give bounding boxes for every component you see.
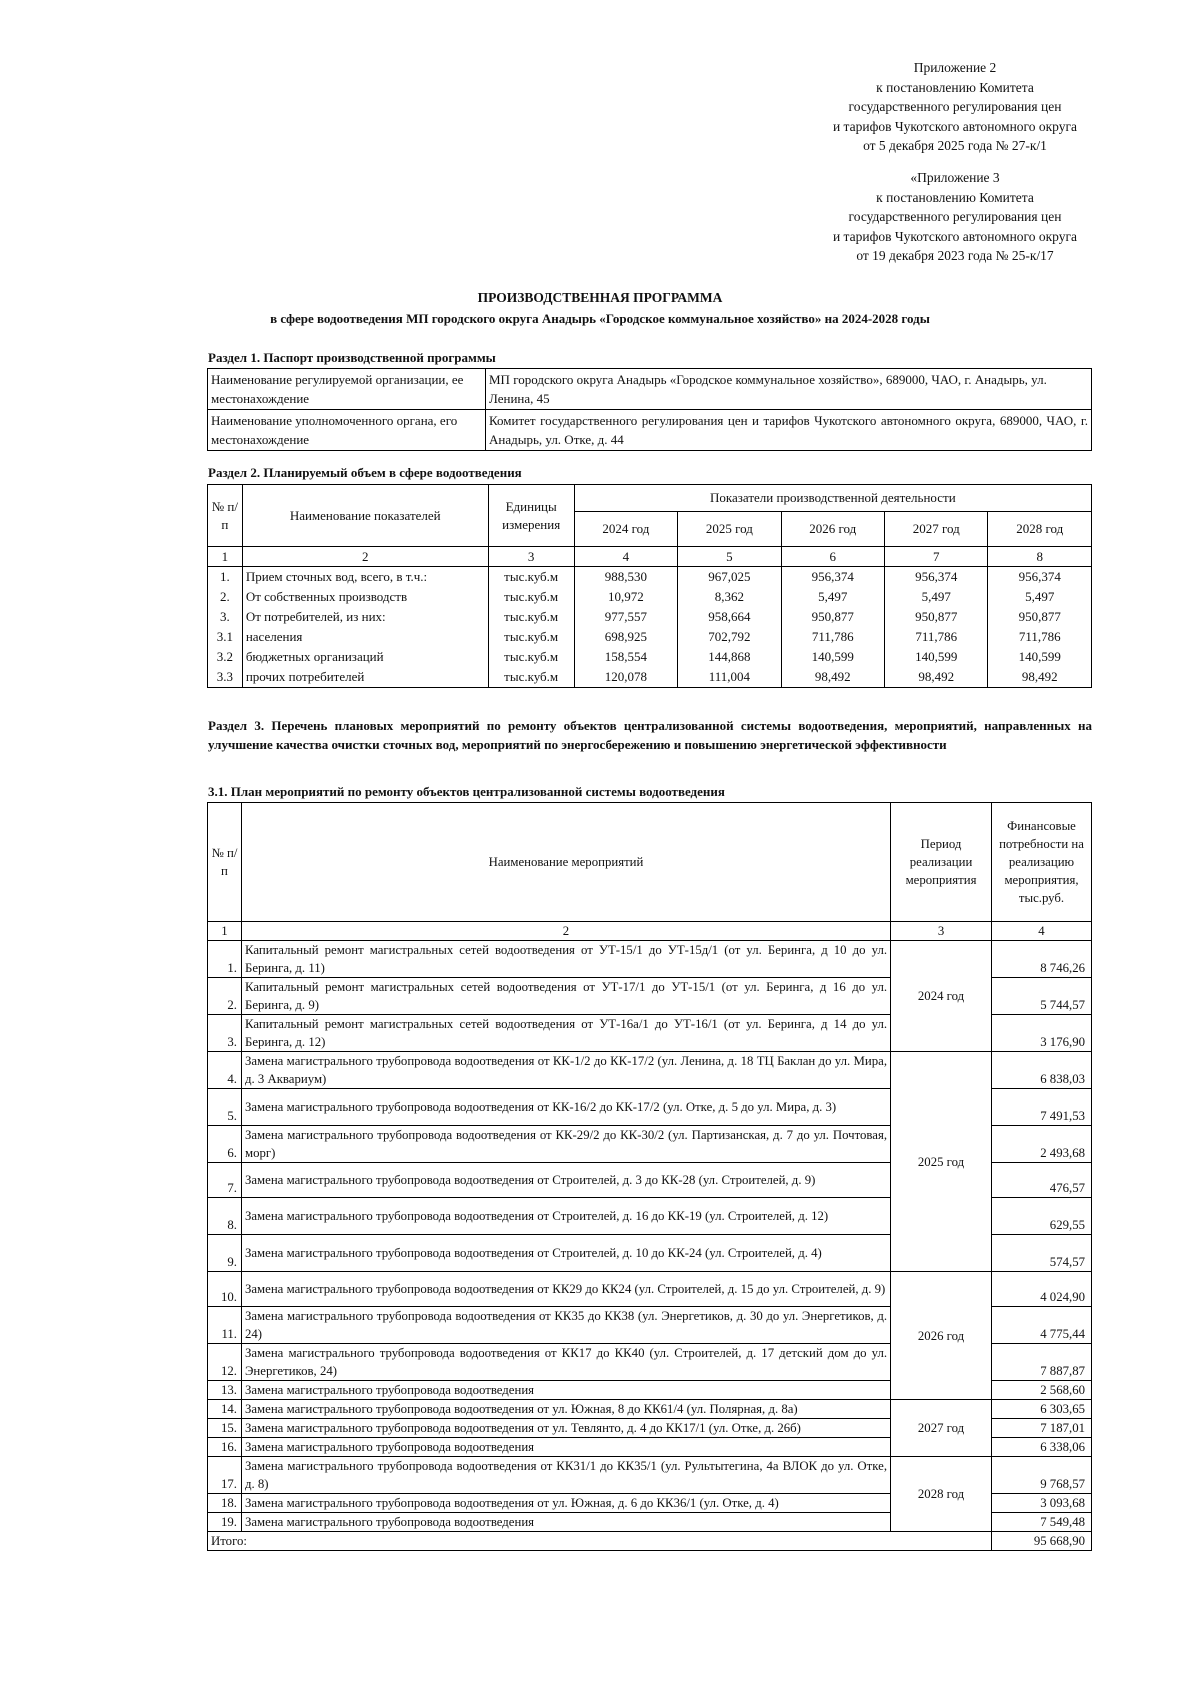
cost-cell: 6 303,65 — [992, 1400, 1092, 1419]
appendix-2-header — [790, 58, 1120, 156]
section-3-1-heading: 3.1. План мероприятий по ремонту объектов централизованной системы водоотведения — [208, 784, 725, 799]
value-cell: 956,374 — [885, 567, 988, 588]
col-index: 2 — [242, 547, 488, 567]
cost-cell: 3 176,90 — [992, 1015, 1092, 1052]
row-num: 5. — [208, 1089, 242, 1126]
measure-name: Капитальный ремонт магистральных сетей водоотведения от УТ-17/1 до УТ-15/1 (от ул. Беринга, д 16 до ул. Беринга, д. 9) — [241, 978, 890, 1015]
appendix-line: государственного регулирования цен — [848, 99, 1062, 114]
total-row — [208, 1532, 1092, 1551]
col-index: 4 — [992, 922, 1092, 941]
value-cell: 8,362 — [678, 587, 781, 607]
col-num-header: № п/п — [208, 485, 243, 547]
col-index: 4 — [574, 547, 677, 567]
value-cell: 144,868 — [678, 647, 781, 667]
cost-cell: 629,55 — [992, 1198, 1092, 1235]
row-num: 3.3 — [208, 667, 243, 688]
measure-name: Замена магистрального трубопровода водоотведения — [241, 1381, 890, 1400]
appendix-line: от 5 декабря 2025 года № 27-к/1 — [863, 138, 1047, 153]
measure-name: Замена магистрального трубопровода водоотведения от КК-29/2 до КК-30/2 (ул. Партизанская, д. 7 до ул. Почтовая, морг) — [241, 1126, 890, 1163]
value-cell: 140,599 — [781, 647, 884, 667]
document-title: ПРОИЗВОДСТВЕННАЯ ПРОГРАММА — [477, 290, 723, 305]
row-num: 9. — [208, 1235, 242, 1272]
volume-row — [208, 647, 1092, 667]
cost-cell: 8 746,26 — [992, 941, 1092, 978]
unit-cell: тыс.куб.м — [488, 647, 574, 667]
appendix-line: Приложение 2 — [913, 60, 997, 75]
indicator-name: Прием сточных вод, всего, в т.ч.: — [242, 567, 488, 588]
year-header: 2026 год — [781, 512, 884, 547]
row-num: 18. — [208, 1494, 242, 1513]
measure-name: Замена магистрального трубопровода водоотведения от ул. Южная, д. 6 до КК36/1 (ул. Отке, д. 4) — [241, 1494, 890, 1513]
measure-name: Замена магистрального трубопровода водоотведения — [241, 1513, 890, 1532]
measure-name: Капитальный ремонт магистральных сетей водоотведения от УТ-16а/1 до УТ-16/1 (от ул. Беринга, д 14 до ул. Беринга, д. 12) — [241, 1015, 890, 1052]
row-num: 2. — [208, 978, 242, 1015]
col-cost-header: Финансовые потребности на реализацию мероприятия, тыс.руб. — [992, 803, 1092, 922]
indicator-name: бюджетных организаций — [242, 647, 488, 667]
row-num: 10. — [208, 1272, 242, 1307]
row-num: 7. — [208, 1163, 242, 1198]
section-3-heading: Раздел 3. Перечень плановых мероприятий по ремонту объектов централизованной системы водоотведения, мероприятий, направленных на улучшение качества очистки сточных вод, мероприятий по энергосбережению и повышению энергетической эффективности — [208, 718, 1092, 752]
value-cell: 958,664 — [678, 607, 781, 627]
value-cell: 950,877 — [781, 607, 884, 627]
value-cell: 98,492 — [988, 667, 1092, 688]
measure-name: Замена магистрального трубопровода водоотведения от КК29 до КК24 (ул. Строителей, д. 15 до ул. Строителей, д. 9) — [241, 1272, 890, 1307]
unit-cell: тыс.куб.м — [488, 607, 574, 627]
measure-row — [208, 941, 1092, 978]
indicator-name: От потребителей, из них: — [242, 607, 488, 627]
value-cell: 711,786 — [988, 627, 1092, 647]
volume-row — [208, 607, 1092, 627]
document-subtitle: в сфере водоотведения МП городского округа Анадырь «Городское коммунальное хозяйство» на 2024-2028 годы — [270, 311, 930, 326]
unit-cell: тыс.куб.м — [488, 667, 574, 688]
appendix-line: от 19 декабря 2023 года № 25-к/17 — [856, 248, 1054, 263]
appendix-line: «Приложение 3 — [910, 170, 1000, 185]
cost-cell: 4 024,90 — [992, 1272, 1092, 1307]
section-1-heading: Раздел 1. Паспорт производственной программы — [208, 350, 496, 365]
period-cell: 2026 год — [891, 1272, 992, 1400]
col-index: 1 — [208, 547, 243, 567]
year-header: 2028 год — [988, 512, 1092, 547]
col-index: 5 — [678, 547, 781, 567]
indicator-name: населения — [242, 627, 488, 647]
value-cell: 698,925 — [574, 627, 677, 647]
row-num: 4. — [208, 1052, 242, 1089]
row-num: 3. — [208, 1015, 242, 1052]
measure-name: Замена магистрального трубопровода водоотведения от ул. Южная, 8 до КК61/4 (ул. Полярная, д. 8а) — [241, 1400, 890, 1419]
appendix-line: и тарифов Чукотского автономного округа — [832, 118, 1078, 134]
row-num: 3.2 — [208, 647, 243, 667]
volume-row — [208, 587, 1092, 607]
value-cell: 140,599 — [988, 647, 1092, 667]
col-period-header: Период реализации мероприятия — [891, 803, 992, 922]
passport-label: Наименование уполномоченного органа, его местонахождение — [208, 410, 486, 451]
value-cell: 988,530 — [574, 567, 677, 588]
volume-row — [208, 667, 1092, 688]
value-cell: 956,374 — [781, 567, 884, 588]
measure-name: Замена магистрального трубопровода водоотведения от КК35 до КК38 (ул. Энергетиков, д. 30 до ул. Энергетиков, д. 24) — [241, 1307, 890, 1344]
value-cell: 111,004 — [678, 667, 781, 688]
col-unit-header: Единицы измерения — [488, 485, 574, 547]
value-cell: 10,972 — [574, 587, 677, 607]
col-group-header: Показатели производственной деятельности — [574, 485, 1091, 512]
passport-row — [208, 410, 1092, 451]
measure-row — [208, 1457, 1092, 1494]
row-num: 2. — [208, 587, 243, 607]
row-num: 14. — [208, 1400, 242, 1419]
row-num: 16. — [208, 1438, 242, 1457]
passport-label: Наименование регулируемой организации, ее местонахождение — [208, 369, 486, 410]
appendix-line: к постановлению Комитета — [876, 79, 1034, 95]
row-num: 3.1 — [208, 627, 243, 647]
section-2-heading: Раздел 2. Планируемый объем в сфере водоотведения — [208, 465, 522, 480]
measure-name: Замена магистрального трубопровода водоотведения от Строителей, д. 16 до КК-19 (ул. Строителей, д. 12) — [241, 1198, 890, 1235]
cost-cell: 2 493,68 — [992, 1126, 1092, 1163]
value-cell: 5,497 — [988, 587, 1092, 607]
measure-name: Замена магистрального трубопровода водоотведения от Строителей, д. 10 до КК-24 (ул. Строителей, д. 4) — [241, 1235, 890, 1272]
year-header: 2024 год — [574, 512, 677, 547]
cost-cell: 3 093,68 — [992, 1494, 1092, 1513]
measure-name: Замена магистрального трубопровода водоотведения от КК17 до КК40 (ул. Строителей, д. 17 детский дом до ул. Энергетиков, 24) — [241, 1344, 890, 1381]
unit-cell: тыс.куб.м — [488, 587, 574, 607]
measure-name: Капитальный ремонт магистральных сетей водоотведения от УТ-15/1 до УТ-15д/1 (от ул. Беринга, д 10 до ул. Беринга, д. 11) — [241, 941, 890, 978]
measure-name: Замена магистрального трубопровода водоотведения от КК-1/2 до КК-17/2 (ул. Ленина, д. 18 ТЦ Баклан до ул. Мира, д. 3 Аквариум) — [241, 1052, 890, 1089]
measure-name: Замена магистрального трубопровода водоотведения от ул. Тевлянто, д. 4 до КК17/1 (ул. Отке, д. 26б) — [241, 1419, 890, 1438]
value-cell: 158,554 — [574, 647, 677, 667]
row-num: 1. — [208, 567, 243, 588]
cost-cell: 7 549,48 — [992, 1513, 1092, 1532]
value-cell: 5,497 — [885, 587, 988, 607]
value-cell: 702,792 — [678, 627, 781, 647]
total-value: 95 668,90 — [992, 1532, 1092, 1551]
cost-cell: 2 568,60 — [992, 1381, 1092, 1400]
value-cell: 140,599 — [885, 647, 988, 667]
col-index: 2 — [241, 922, 890, 941]
value-cell: 711,786 — [885, 627, 988, 647]
period-cell: 2028 год — [891, 1457, 992, 1532]
row-num: 1. — [208, 941, 242, 978]
cost-cell: 6 838,03 — [992, 1052, 1092, 1089]
measures-table — [207, 802, 1092, 1551]
col-index: 8 — [988, 547, 1092, 567]
value-cell: 977,557 — [574, 607, 677, 627]
cost-cell: 9 768,57 — [992, 1457, 1092, 1494]
year-header: 2025 год — [678, 512, 781, 547]
value-cell: 120,078 — [574, 667, 677, 688]
volume-row — [208, 567, 1092, 588]
indicator-name: От собственных производств — [242, 587, 488, 607]
period-cell: 2025 год — [891, 1052, 992, 1272]
measure-row — [208, 1272, 1092, 1307]
measure-name: Замена магистрального трубопровода водоотведения — [241, 1438, 890, 1457]
col-num-header: № п/п — [208, 803, 242, 922]
row-num: 19. — [208, 1513, 242, 1532]
value-cell: 711,786 — [781, 627, 884, 647]
value-cell: 98,492 — [885, 667, 988, 688]
row-num: 3. — [208, 607, 243, 627]
unit-cell: тыс.куб.м — [488, 567, 574, 588]
row-num: 13. — [208, 1381, 242, 1400]
cost-cell: 4 775,44 — [992, 1307, 1092, 1344]
cost-cell: 7 887,87 — [992, 1344, 1092, 1381]
total-label: Итого: — [208, 1532, 992, 1551]
row-num: 6. — [208, 1126, 242, 1163]
appendix-line: к постановлению Комитета — [876, 189, 1034, 205]
appendix-3-header — [790, 168, 1120, 266]
row-num: 17. — [208, 1457, 242, 1494]
row-num: 8. — [208, 1198, 242, 1235]
measure-row — [208, 1052, 1092, 1089]
year-header: 2027 год — [885, 512, 988, 547]
col-index: 1 — [208, 922, 242, 941]
col-index: 6 — [781, 547, 884, 567]
col-name-header: Наименование показателей — [242, 485, 488, 547]
value-cell: 98,492 — [781, 667, 884, 688]
passport-row — [208, 369, 1092, 410]
row-num: 12. — [208, 1344, 242, 1381]
col-index: 3 — [891, 922, 992, 941]
appendix-line: государственного регулирования цен — [848, 209, 1062, 224]
value-cell: 950,877 — [988, 607, 1092, 627]
value-cell: 5,497 — [781, 587, 884, 607]
measure-name: Замена магистрального трубопровода водоотведения от КК31/1 до КК35/1 (ул. Рультытегина, 4а ВЛОК до ул. Отке, д. 8) — [241, 1457, 890, 1494]
volume-row — [208, 627, 1092, 647]
row-num: 15. — [208, 1419, 242, 1438]
appendix-line: и тарифов Чукотского автономного округа — [832, 228, 1078, 244]
passport-value: Комитет государственного регулирования цен и тарифов Чукотского автономного округа, 689000, ЧАО, г. Анадырь, ул. Отке, д. 44 — [486, 410, 1092, 451]
cost-cell: 7 491,53 — [992, 1089, 1092, 1126]
cost-cell: 574,57 — [992, 1235, 1092, 1272]
cost-cell: 5 744,57 — [992, 978, 1092, 1015]
passport-table — [207, 368, 1092, 451]
col-name-header: Наименование мероприятий — [241, 803, 890, 922]
volume-table — [207, 484, 1092, 688]
unit-cell: тыс.куб.м — [488, 627, 574, 647]
value-cell: 967,025 — [678, 567, 781, 588]
measure-row — [208, 1400, 1092, 1419]
period-cell: 2027 год — [891, 1400, 992, 1457]
col-index: 3 — [488, 547, 574, 567]
passport-value: МП городского округа Анадырь «Городское коммунальное хозяйство», 689000, ЧАО, г. Анадырь, ул. Ленина, 45 — [486, 369, 1092, 410]
value-cell: 956,374 — [988, 567, 1092, 588]
col-index: 7 — [885, 547, 988, 567]
value-cell: 950,877 — [885, 607, 988, 627]
cost-cell: 7 187,01 — [992, 1419, 1092, 1438]
indicator-name: прочих потребителей — [242, 667, 488, 688]
period-cell: 2024 год — [891, 941, 992, 1052]
measure-name: Замена магистрального трубопровода водоотведения от Строителей, д. 3 до КК-28 (ул. Строителей, д. 9) — [241, 1163, 890, 1198]
measure-name: Замена магистрального трубопровода водоотведения от КК-16/2 до КК-17/2 (ул. Отке, д. 5 до ул. Мира, д. 3) — [241, 1089, 890, 1126]
cost-cell: 6 338,06 — [992, 1438, 1092, 1457]
cost-cell: 476,57 — [992, 1163, 1092, 1198]
row-num: 11. — [208, 1307, 242, 1344]
